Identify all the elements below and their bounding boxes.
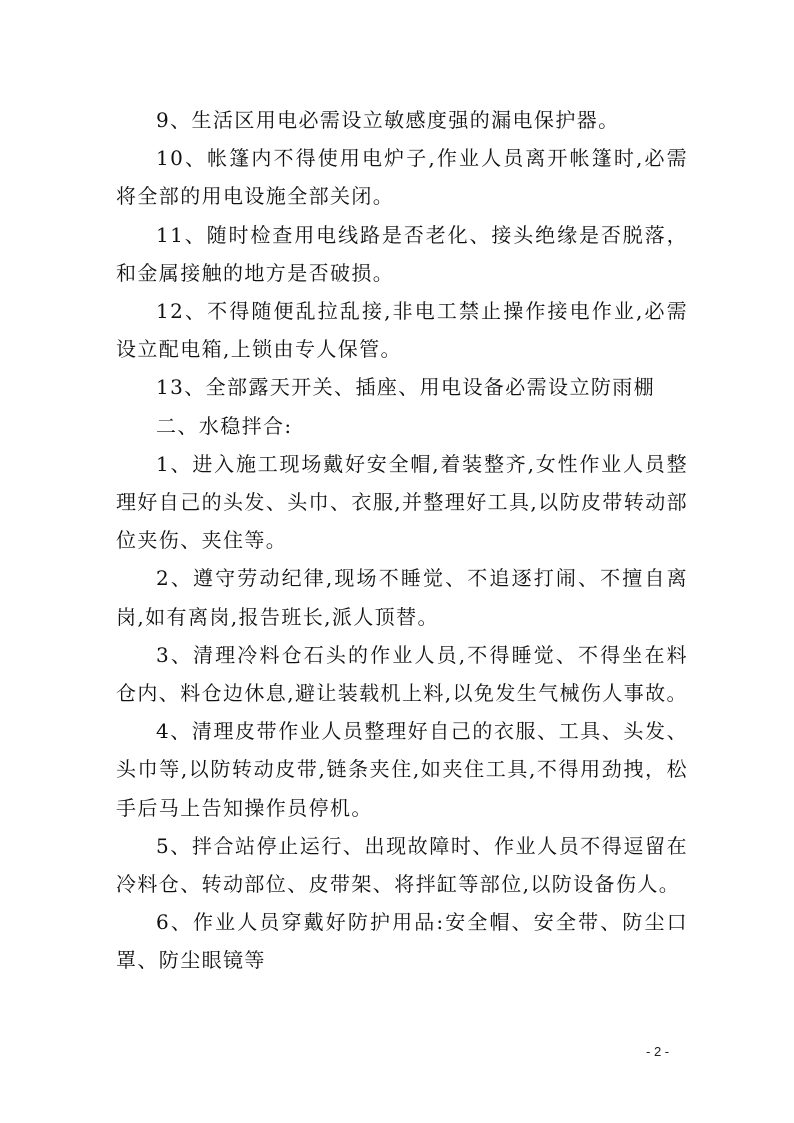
paragraph-mixing-4: 4、清理皮带作业人员整理好自己的衣服、工具、头发、头巾等,以防转动皮带,链条夹住,如夹住工具,不得用劲拽，松手后马上告知操作员停机。 bbox=[116, 719, 688, 820]
paragraph-mixing-6: 6、作业人员穿戴好防护用品:安全帽、安全带、防尘口罩、防尘眼镜等 bbox=[116, 910, 688, 973]
paragraph-item-11: 11、随时检查用电线路是否老化、接头绝缘是否脱落，和金属接触的地方是否破损。 bbox=[116, 222, 688, 285]
paragraph-mixing-3: 3、清理冷料仓石头的作业人员,不得睡觉、不得坐在料仓内、料仓边休息,避让装载机上料,以免发生气械伤人事故。 bbox=[116, 642, 688, 706]
paragraph-mixing-1: 1、进入施工现场戴好安全帽,着装整齐,女性作业人员整理好自己的头发、头巾、衣服,并整理好工具,以防皮带转动部位夹伤、夹住等。 bbox=[116, 451, 688, 553]
page-number: - 2 - bbox=[646, 1044, 670, 1059]
paragraph-mixing-5: 5、拌合站停止运行、出现故障时、作业人员不得逗留在冷料仓、转动部位、皮带架、将拌缸等部位,以防设备伤人。 bbox=[116, 833, 688, 897]
paragraph-item-9: 9、生活区用电必需设立敏感度强的漏电保护器。 bbox=[156, 108, 620, 132]
paragraph-mixing-2: 2、遵守劳动纪律,现场不睡觉、不追逐打闹、不擅自离岗,如有离岗,报告班长,派人顶替。 bbox=[116, 566, 688, 629]
paragraph-item-10: 10、帐篷内不得使用电炉子,作业人员离开帐篷时,必需将全部的用电设施全部关闭。 bbox=[116, 146, 688, 209]
section-heading-mixing: 二、水稳拌合: bbox=[156, 413, 293, 438]
paragraph-item-13: 13、全部露天开关、插座、用电设备必需设立防雨棚 bbox=[156, 375, 656, 400]
paragraph-item-12: 12、不得随便乱拉乱接,非电工禁止操作接电作业,必需设立配电箱,上锁由专人保管。 bbox=[116, 299, 688, 362]
document-body bbox=[116, 101, 688, 980]
